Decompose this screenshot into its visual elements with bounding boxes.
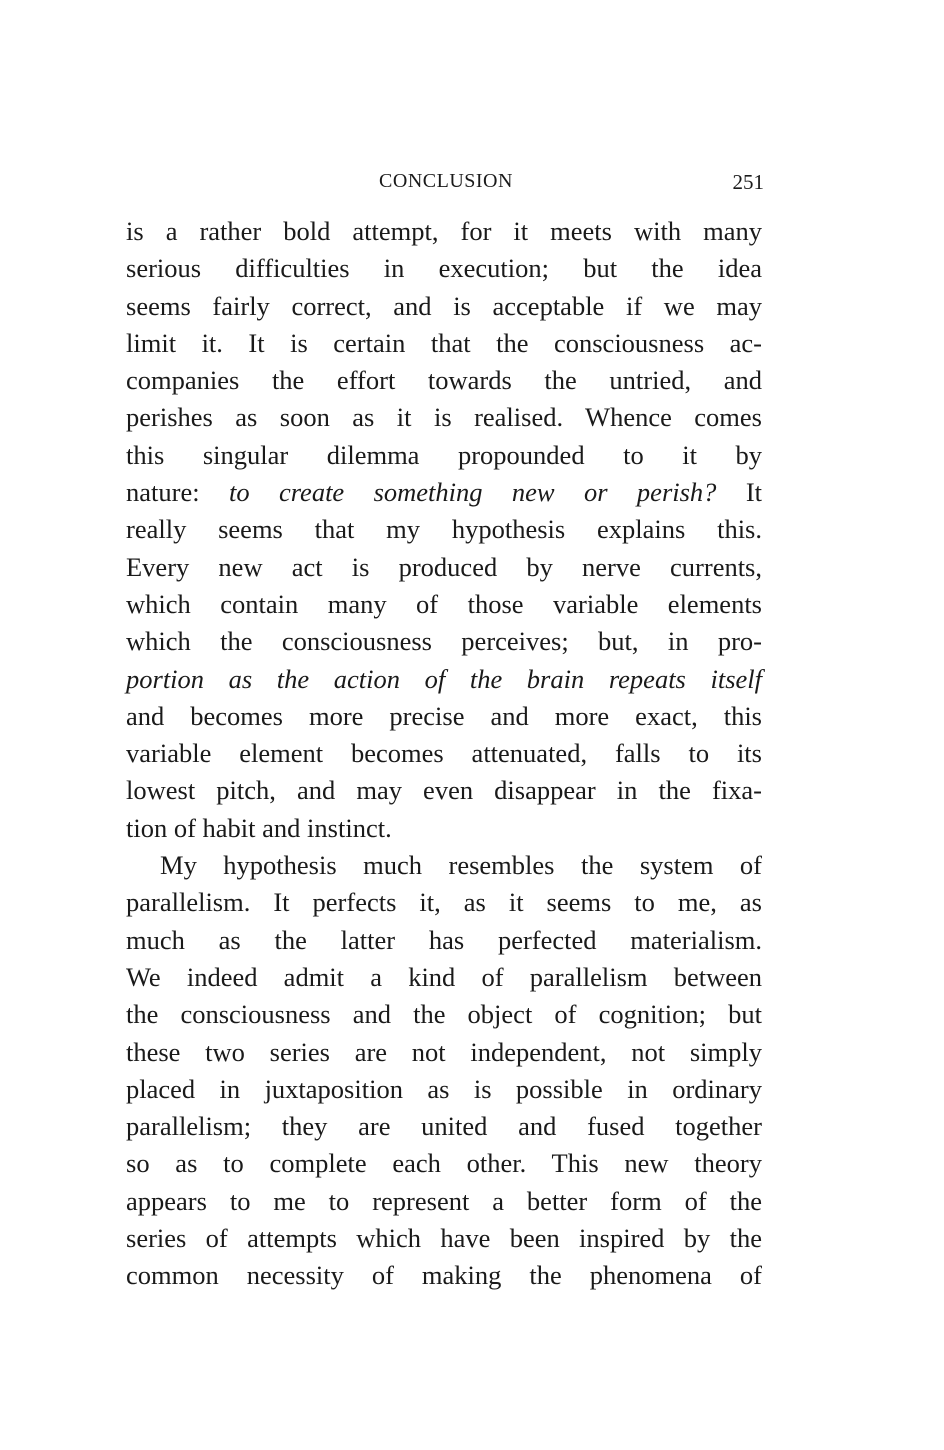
- text-line: [126, 1257, 762, 1294]
- text-line: [126, 810, 762, 847]
- body-text: [126, 213, 762, 1295]
- text-segment: My hypothesis much resembles the system of: [160, 850, 762, 881]
- text-segment: nature:: [126, 477, 229, 508]
- text-line: [126, 772, 762, 809]
- text-line: [126, 1071, 762, 1108]
- text-segment: tion of habit and instinct.: [126, 812, 392, 843]
- text-line: [126, 884, 762, 921]
- text-line: [126, 325, 762, 362]
- text-line: [126, 661, 762, 698]
- text-segment: appears to me to represent a better form of the: [126, 1185, 762, 1216]
- text-segment: parallelism. It perfects it, as it seems to me, as: [126, 887, 762, 918]
- text-segment: companies the effort towards the untried, and: [126, 365, 762, 396]
- text-line: [126, 586, 762, 623]
- text-segment: and becomes more precise and more exact, this: [126, 700, 762, 731]
- text-line: [126, 288, 762, 325]
- text-line: [126, 399, 762, 436]
- text-segment: so as to complete each other. This new theory: [126, 1148, 762, 1179]
- text-segment: which contain many of those variable elements: [126, 588, 762, 619]
- text-segment: placed in juxtaposition as is possible in ordinary: [126, 1073, 762, 1104]
- paragraph: [126, 847, 762, 1295]
- text-segment: common necessity of making the phenomena of: [126, 1260, 762, 1291]
- text-line: [126, 549, 762, 586]
- text-segment: perishes as soon as it is realised. Whence comes: [126, 402, 762, 433]
- text-segment: serious difficulties in execution; but the idea: [126, 253, 762, 284]
- running-head: [126, 170, 766, 200]
- text-line: [126, 996, 762, 1033]
- text-segment: which the consciousness perceives; but, in pro-: [126, 626, 762, 657]
- italic-text: to create something new or perish?: [228, 477, 717, 508]
- text-line: [126, 1034, 762, 1071]
- text-segment: really seems that my hypothesis explains this.: [126, 514, 762, 545]
- text-segment: series of attempts which have been inspired by the: [126, 1223, 762, 1254]
- text-segment: parallelism; they are united and fused together: [126, 1111, 762, 1142]
- text-line: [126, 213, 762, 250]
- text-line: [126, 1183, 762, 1220]
- text-line: [126, 362, 762, 399]
- text-line: [126, 1220, 762, 1257]
- text-segment: We indeed admit a kind of parallelism between: [126, 961, 762, 992]
- text-segment: It: [716, 477, 763, 508]
- text-segment: seems fairly correct, and is acceptable if we may: [126, 290, 762, 321]
- chapter-title: CONCLUSION: [379, 170, 513, 192]
- text-segment: limit it. It is certain that the consciousness ac-: [126, 327, 762, 358]
- text-segment: is a rather bold attempt, for it meets with many: [126, 216, 762, 246]
- text-segment: the consciousness and the object of cognition; but: [126, 999, 762, 1030]
- page-number: 251: [732, 170, 764, 194]
- text-segment: Every new act is produced by nerve currents,: [126, 551, 762, 582]
- text-line: [126, 698, 762, 735]
- text-line: [126, 735, 762, 772]
- text-line: [126, 474, 762, 511]
- text-segment: lowest pitch, and may even disappear in the fixa-: [126, 775, 762, 806]
- text-line: [126, 437, 762, 474]
- text-line: [126, 1145, 762, 1182]
- text-line: [126, 623, 762, 660]
- text-line: [126, 922, 762, 959]
- paragraph: [126, 213, 762, 847]
- text-segment: much as the latter has perfected materialism.: [126, 924, 762, 955]
- text-segment: this singular dilemma propounded to it by: [126, 439, 762, 470]
- text-line: [126, 250, 762, 287]
- text-line: [126, 959, 762, 996]
- text-segment: these two series are not independent, not simply: [126, 1036, 762, 1067]
- italic-text: portion as the action of the brain repeats itself: [126, 663, 762, 694]
- text-segment: variable element becomes attenuated, falls to its: [126, 738, 762, 769]
- text-line: [126, 1108, 762, 1145]
- text-line: [126, 847, 762, 884]
- text-line: [126, 511, 762, 548]
